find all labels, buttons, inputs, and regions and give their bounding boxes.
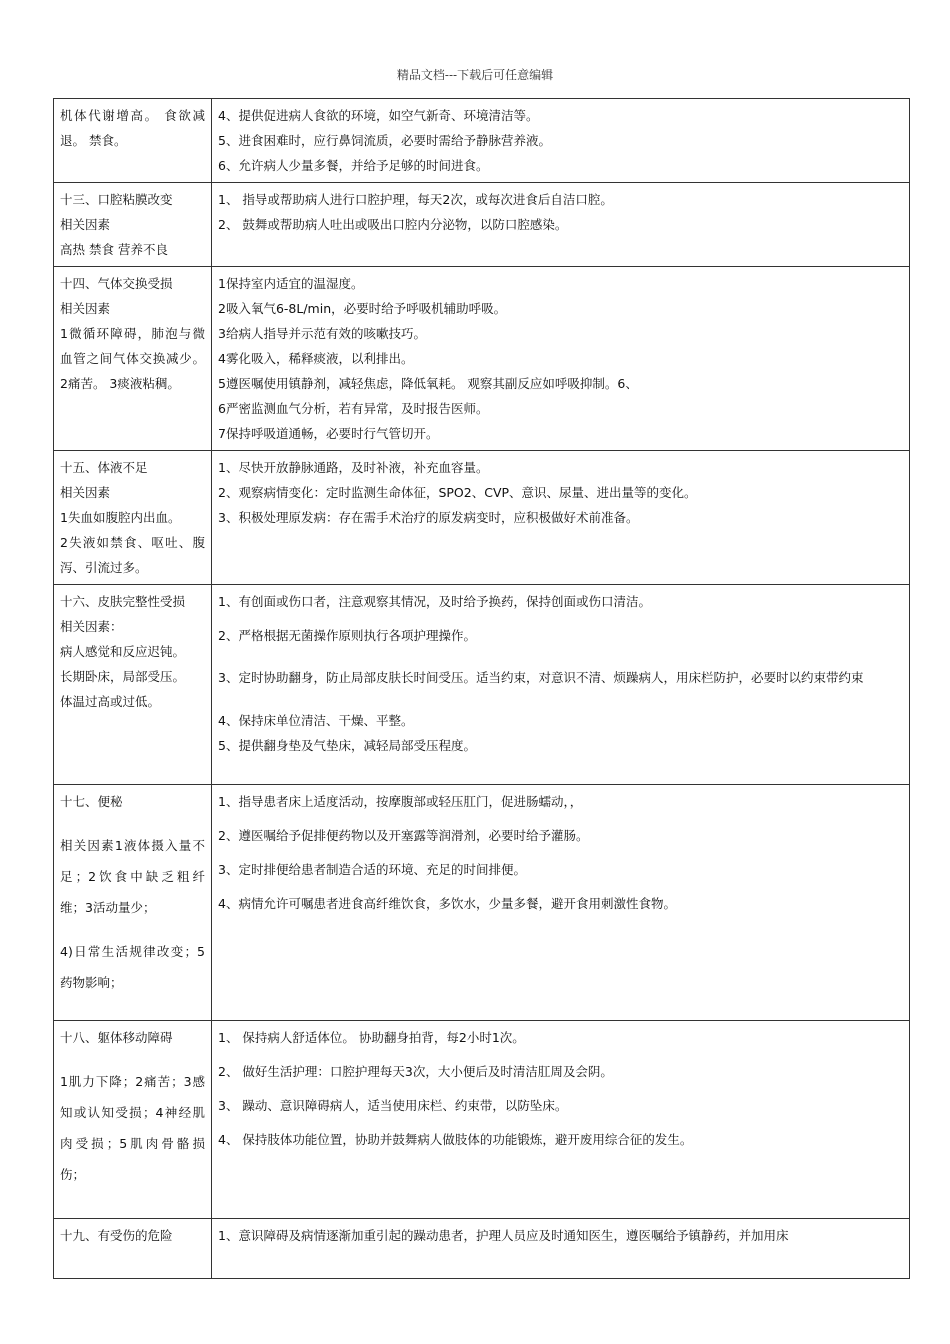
diagnosis-text: 长期卧床，局部受压。 — [60, 669, 186, 684]
diagnosis-title: 十九、有受伤的危险 — [60, 1228, 173, 1243]
intervention-cell — [212, 1219, 910, 1279]
diagnosis-text: 高热 禁食 营养不良 — [60, 242, 168, 257]
diagnosis-cell — [54, 585, 212, 785]
table-row — [54, 785, 910, 1021]
intervention-text: 6、允许病人少量多餐，并给予足够的时间进食。 — [218, 158, 489, 173]
intervention-cell — [212, 451, 910, 585]
intervention-text: 4、 保持肢体功能位置，协助并鼓舞病人做肢体的功能锻炼，避开废用综合征的发生。 — [218, 1132, 693, 1147]
diagnosis-cell — [54, 99, 212, 183]
intervention-text: 3、定时协助翻身，防止局部皮肤长时间受压。适当约束，对意识不清、烦躁病人，用床栏防护，必要时以约束带约束 — [218, 670, 864, 685]
diagnosis-title: 十六、皮肤完整性受损 — [60, 594, 186, 609]
diagnosis-cell — [54, 451, 212, 585]
table-row — [54, 1021, 910, 1219]
diagnosis-text: 体温过高或过低。 — [60, 694, 161, 709]
intervention-text: 2、严格根据无菌操作原则执行各项护理操作。 — [218, 628, 476, 643]
intervention-text: 1、有创面或伤口者，注意观察其情况，及时给予换药，保持创面或伤口清洁。 — [218, 594, 651, 609]
page-header: 精品文档---下载后可任意编辑 — [396, 68, 554, 82]
intervention-text: 4、病情允许可嘱患者进食高纤维饮食，多饮水，少量多餐，避开食用刺激性食物。 — [218, 896, 676, 911]
diagnosis-text: 相关因素 — [60, 301, 111, 316]
diagnosis-title: 十八、躯体移动障碍 — [60, 1030, 173, 1045]
diagnosis-cell — [54, 1219, 212, 1279]
intervention-text: 5遵医嘱使用镇静剂，减轻焦虑，降低氧耗。 观察其副反应如呼吸抑制。6、 — [218, 376, 638, 391]
intervention-text: 2吸入氧气6-8L/min，必要时给予呼吸机辅助呼吸。 — [218, 301, 507, 316]
diagnosis-cell — [54, 785, 212, 1021]
table-row — [54, 451, 910, 585]
intervention-cell — [212, 99, 910, 183]
diagnosis-text: 1失血如腹腔内出血。 — [60, 510, 181, 525]
diagnosis-text: 相关因素： — [60, 619, 123, 634]
intervention-cell — [212, 585, 910, 785]
diagnosis-text: 相关因素1液体摄入量不足；2饮食中缺乏粗纤维；3活动量少； — [60, 838, 205, 915]
diagnosis-title: 十五、体液不足 — [60, 460, 148, 475]
diagnosis-text: 病人感觉和反应迟钝。 — [60, 644, 186, 659]
diagnosis-text: 相关因素 — [60, 217, 111, 232]
diagnosis-text: 1肌力下降；2痛苦；3感知或认知受损；4神经肌肉受损；5肌肉骨骼损伤； — [60, 1074, 205, 1182]
intervention-text: 3、 躁动、意识障碍病人，适当使用床栏、约束带，以防坠床。 — [218, 1098, 568, 1113]
intervention-text: 7保持呼吸道通畅，必要时行气管切开。 — [218, 426, 439, 441]
table-row — [54, 585, 910, 785]
intervention-text: 1保持室内适宜的温湿度。 — [218, 276, 364, 291]
intervention-cell — [212, 267, 910, 451]
intervention-text: 5、提供翻身垫及气垫床，减轻局部受压程度。 — [218, 738, 476, 753]
intervention-text: 4、提供促进病人食欲的环境，如空气新奇、环境清洁等。 — [218, 108, 539, 123]
diagnosis-title: 十四、气体交换受损 — [60, 276, 173, 291]
intervention-text: 2、观察病情变化：定时监测生命体征，SPO2、CVP、意识、尿量、进出量等的变化。 — [218, 485, 697, 500]
diagnosis-title: 十七、便秘 — [60, 794, 123, 809]
diagnosis-cell — [54, 1021, 212, 1219]
intervention-text: 4雾化吸入，稀释痰液，以利排出。 — [218, 351, 414, 366]
table-row — [54, 1219, 910, 1279]
intervention-text: 4、保持床单位清洁、干燥、平整。 — [218, 713, 414, 728]
intervention-cell — [212, 1021, 910, 1219]
intervention-cell — [212, 785, 910, 1021]
diagnosis-cell — [54, 183, 212, 267]
intervention-text: 2、 鼓舞或帮助病人吐出或吸出口腔内分泌物，以防口腔感染。 — [218, 217, 568, 232]
diagnosis-cell — [54, 267, 212, 451]
table-row — [54, 183, 910, 267]
table-row — [54, 99, 910, 183]
intervention-text: 2、遵医嘱给予促排便药物以及开塞露等润滑剂，必要时给予灌肠。 — [218, 828, 589, 843]
diagnosis-text: 机体代谢增高。 食欲减退。 禁食。 — [60, 108, 205, 148]
intervention-text: 1、 保持病人舒适体位。 协助翻身拍背，每2小时1次。 — [218, 1030, 525, 1045]
intervention-text: 2、 做好生活护理：口腔护理每天3次，大小便后及时清洁肛周及会阴。 — [218, 1064, 613, 1079]
intervention-text: 1、意识障碍及病情逐渐加重引起的躁动患者，护理人员应及时通知医生，遵医嘱给予镇静药，并加用床 — [218, 1228, 789, 1243]
intervention-text: 3、积极处理原发病：存在需手术治疗的原发病变时，应积极做好术前准备。 — [218, 510, 639, 525]
intervention-text: 3给病人指导并示范有效的咳嗽技巧。 — [218, 326, 426, 341]
diagnosis-text: 2失液如禁食、呕吐、腹泻、引流过多。 — [60, 535, 205, 575]
intervention-text: 3、定时排便给患者制造合适的环境、充足的时间排便。 — [218, 862, 526, 877]
diagnosis-title: 十三、口腔粘膜改变 — [60, 192, 173, 207]
diagnosis-text: 4)日常生活规律改变；5药物影响； — [60, 944, 205, 990]
intervention-text: 6严密监测血气分析，若有异常，及时报告医师。 — [218, 401, 489, 416]
nursing-care-table — [53, 98, 910, 1279]
diagnosis-text: 1微循环障碍，肺泡与微血管之间气体交换减少。 2痛苦。 3痰液粘稠。 — [60, 326, 205, 391]
intervention-text: 1、指导患者床上适度活动，按摩腹部或轻压肛门，促进肠蠕动，， — [218, 794, 583, 809]
intervention-text: 5、进食困难时，应行鼻饲流质，必要时需给予静脉营养液。 — [218, 133, 551, 148]
intervention-text: 1、尽快开放静脉通路，及时补液，补充血容量。 — [218, 460, 489, 475]
diagnosis-text: 相关因素 — [60, 485, 111, 500]
table-row — [54, 267, 910, 451]
intervention-cell — [212, 183, 910, 267]
intervention-text: 1、 指导或帮助病人进行口腔护理，每天2次，或每次进食后自洁口腔。 — [218, 192, 613, 207]
